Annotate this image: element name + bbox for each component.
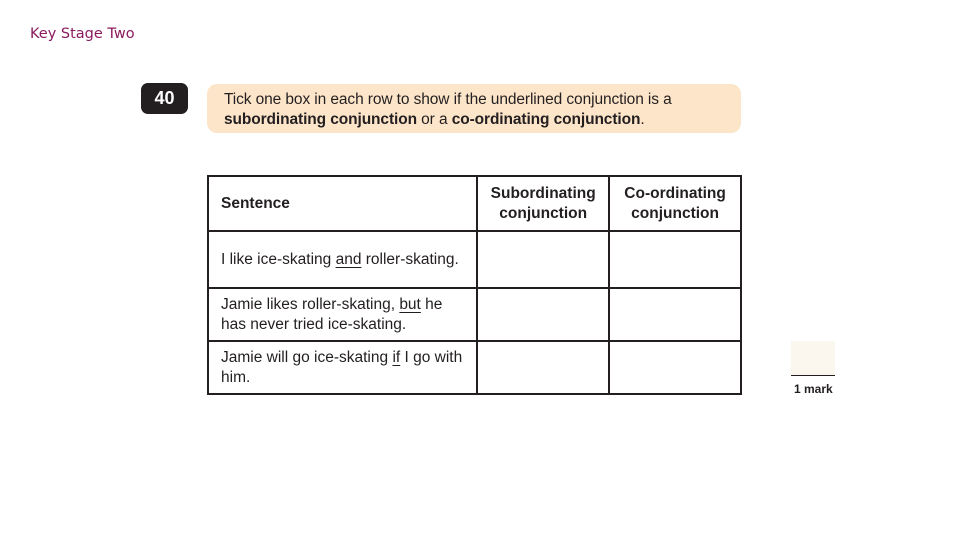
tick-box-coordinating[interactable] — [609, 341, 741, 394]
answer-table — [207, 175, 742, 395]
header-subordinating: Subordinating conjunction — [477, 176, 609, 231]
tick-box-subordinating[interactable] — [477, 288, 609, 341]
sentence-text: he has never tried ice-skating. — [221, 295, 443, 333]
mark-label: 1 mark — [794, 382, 833, 396]
sentence-cell — [208, 341, 477, 394]
tick-box-subordinating[interactable] — [477, 341, 609, 394]
instruction-bold-coordinating: co-ordinating conjunction — [451, 110, 641, 128]
sentence-text: I like ice-skating — [221, 250, 336, 268]
sentence-text: Jamie likes roller-skating, — [221, 295, 400, 313]
tick-box-subordinating[interactable] — [477, 231, 609, 288]
instruction-box — [207, 84, 741, 133]
table-row — [208, 288, 741, 341]
mark-box — [791, 341, 835, 376]
header-coordinating: Co-ordinating conjunction — [609, 176, 741, 231]
tick-box-coordinating[interactable] — [609, 288, 741, 341]
sentence-text: roller-skating. — [361, 250, 459, 268]
instruction-bold-subordinating: subordinating conjunction — [224, 110, 417, 128]
underlined-conjunction: and — [335, 250, 362, 268]
underlined-conjunction: but — [399, 295, 421, 313]
key-stage-label: Key Stage Two — [30, 26, 135, 42]
question-number-badge: 40 — [141, 83, 188, 114]
tick-box-coordinating[interactable] — [609, 231, 741, 288]
instruction-text-1: Tick one box in each row to show if the underlined conjunction is a — [224, 91, 672, 108]
instruction-text-3: . — [640, 110, 645, 128]
table-row — [208, 231, 741, 288]
instruction-text-2: or a — [416, 110, 452, 128]
table-header-row — [208, 176, 741, 231]
table-row — [208, 341, 741, 394]
sentence-text: Jamie will go ice-skating — [221, 348, 393, 366]
underlined-conjunction: if — [392, 348, 401, 366]
header-sentence: Sentence — [208, 176, 477, 231]
sentence-cell — [208, 231, 477, 288]
sentence-cell — [208, 288, 477, 341]
sentence-text: I go with him. — [221, 348, 463, 386]
